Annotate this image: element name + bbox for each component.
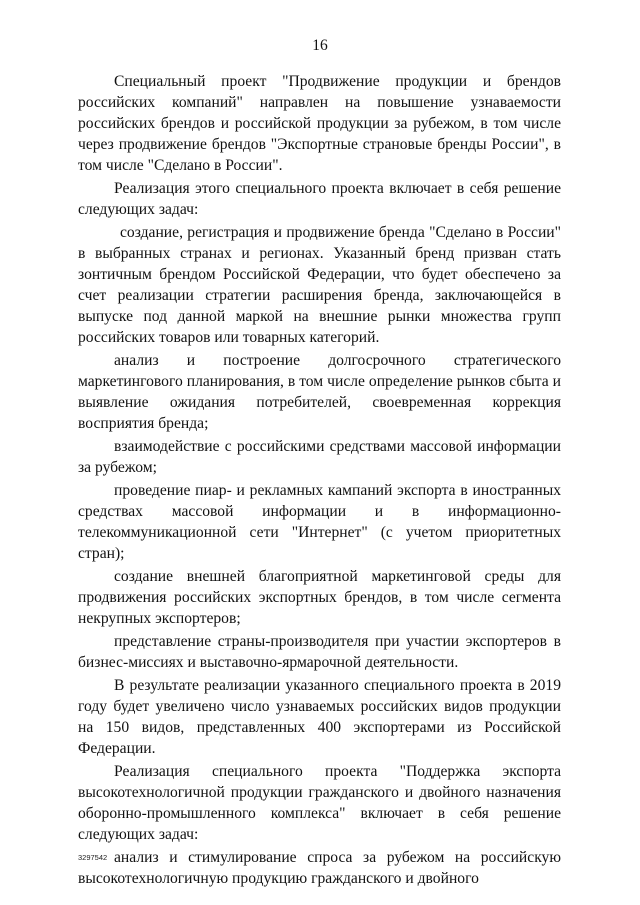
paragraph-project-intro: Специальный проект "Продвижение продукции и брендов российских компаний" направлен на повышение узнаваемости российских брендов и российской продукции за рубежом, в том числе через продвижение брендов "Экспортные страновые бренды России", в том числе "Сделано в России". [78,73,561,174]
paragraph-task-country-representation: представление страны-производителя при участии экспортеров в бизнес-миссиях и выставочно-ярмарочной деятельности. [78,633,561,671]
paragraph-task-media-interaction: взаимодействие с российскими средствами массовой информации за рубежом; [78,438,561,476]
page-number: 16 [312,37,328,54]
paragraph-task-demand-analysis: анализ и стимулирование спроса за рубежом на российскую высокотехнологичную продукцию гражданского и двойного [78,849,561,887]
document-body [78,71,561,891]
paragraph-task-marketing-environment: создание внешней благоприятной маркетинговой среды для продвижения российских экспортных брендов, в том числе сегмента некрупных экспортеров; [78,568,561,627]
paragraph-task-brand-creation: создание, регистрация и продвижение бренда "Сделано в России" в выбранных странах и регионах. Указанный бренд призван стать зонтичным брендом Российской Федерации, что будет обеспечено за счет реализации стратегии расширения бренда, заключающейся в выпуске под данной маркой на внешние рынки множества групп российских товаров или товарных категорий. [78,224,561,346]
paragraph-export-support-project: Реализация специального проекта "Поддержка экспорта высокотехнологичной продукции гражданского и двойного назначения оборонно-промышленного комплекса" включает в себя решение следующих задач: [78,763,561,843]
paragraph-task-pr-campaigns: проведение пиар- и рекламных кампаний экспорта в иностранных средствах массовой информации и в информационно-телекоммуникационной сети "Интернет" (с учетом приоритетных стран); [78,482,561,562]
paragraph-tasks-intro: Реализация этого специального проекта включает в себя решение следующих задач: [78,180,561,218]
document-code: 3297542 [78,853,108,862]
paragraph-project-result: В результате реализации указанного специального проекта в 2019 году будет увеличено число узнаваемых российских видов продукции на 150 видов, представленных 400 экспортерами из Российской Федерации. [78,677,561,757]
paragraph-task-marketing-planning: анализ и построение долгосрочного стратегического маркетингового планирования, в том числе определение рынков сбыта и выявление ожидания потребителей, своевременная коррекция восприятия бренда; [78,352,561,432]
